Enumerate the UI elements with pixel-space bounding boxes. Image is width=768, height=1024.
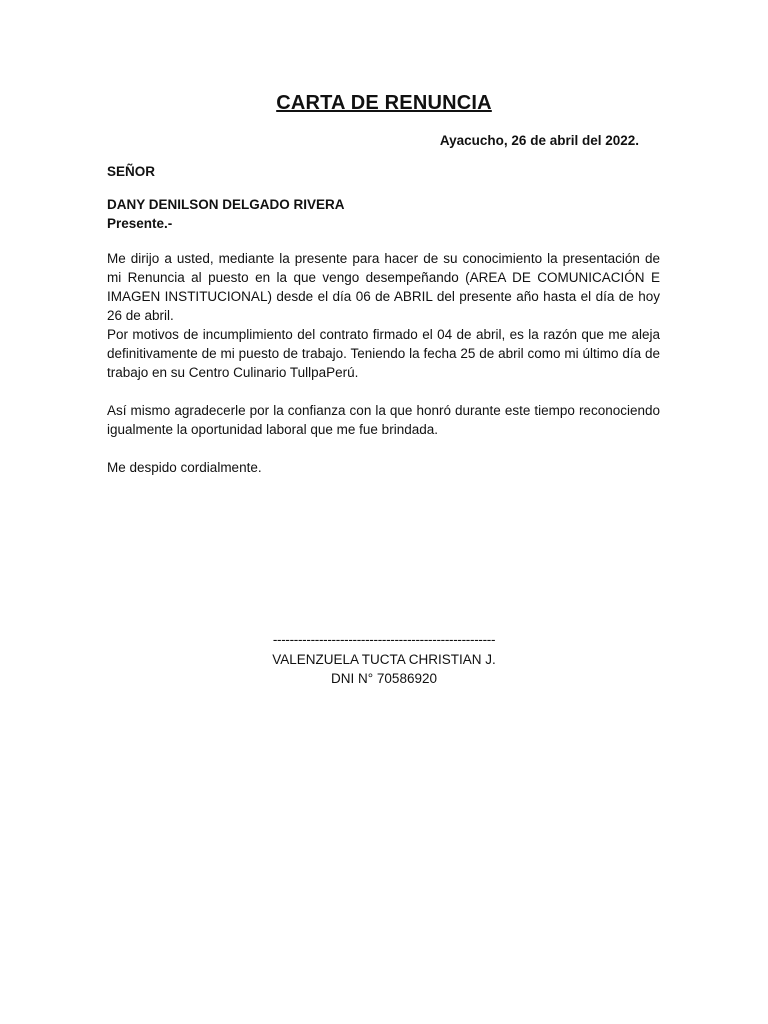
- recipient-name: DANY DENILSON DELGADO RIVERA: [107, 197, 345, 212]
- signer-id: DNI N° 70586920: [331, 671, 437, 686]
- signer-name: VALENZUELA TUCTA CHRISTIAN J.: [272, 651, 496, 667]
- body-paragraph: Por motivos de incumplimiento del contrato firmado el 04 de abril, es la razón que me aleja definitivamente de mi puesto de trabajo. Teniendo la fecha 25 de abril como mi último día de trabajo en su Centro Culinario TullpaPerú.: [107, 327, 660, 380]
- body-paragraph: Así mismo agradecerle por la confianza con la que honró durante este tiempo reconociendo igualmente la oportunidad laboral que me fue brindada.: [107, 403, 660, 437]
- place-date: Ayacucho, 26 de abril del 2022.: [439, 133, 639, 148]
- body-paragraph: Me dirijo a usted, mediante la presente para hacer de su conocimiento la presentación de mi Renuncia al puesto en la que vengo desempeñando (AREA DE COMUNICACIÓN E IMAGEN INSTITUCIONAL) desde el día 06 de ABRIL del presente año hasta el día de hoy 26 de abril.: [107, 251, 660, 323]
- document-title: CARTA DE RENUNCIA: [276, 92, 492, 114]
- recipient-block: [107, 195, 345, 233]
- closing-line: Me despido cordialmente.: [107, 460, 262, 475]
- salutation: SEÑOR: [107, 164, 156, 179]
- recipient-greeting: Presente.-: [107, 216, 173, 231]
- signature-block: [0, 630, 768, 689]
- letter-body: [107, 249, 660, 477]
- signature-line: -----------------------------------------------------: [272, 632, 496, 647]
